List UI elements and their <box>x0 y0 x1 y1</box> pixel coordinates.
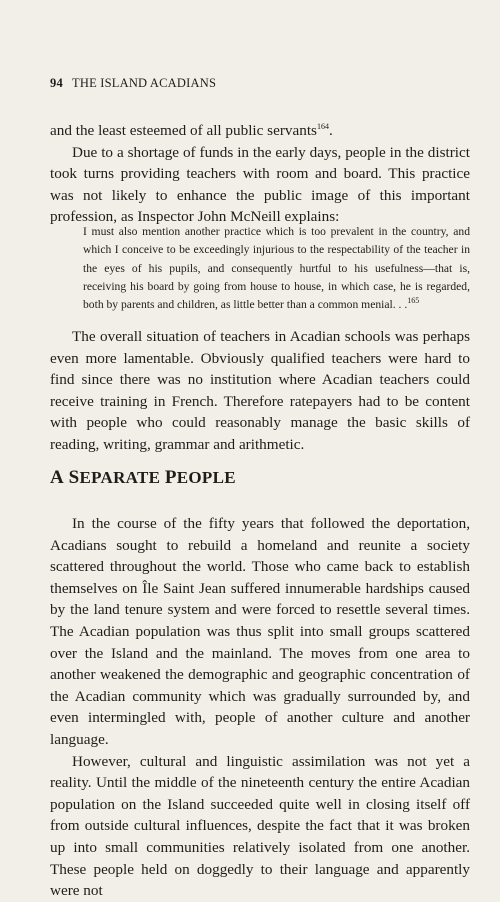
running-header <box>50 76 216 91</box>
paragraph: Due to a shortage of funds in the early days, people in the district took turns providing teachers with room and board. This practice was not likely to enhance the public image of this important profession, as Inspector John McNeill explains: <box>50 143 470 226</box>
footnote-ref: 165 <box>407 296 420 306</box>
text-block-bottom <box>50 513 470 902</box>
heading-word-people: PEOPLE <box>164 467 236 488</box>
heading-word-separate: SEPARATE <box>68 467 161 488</box>
paragraph: However, cultural and linguistic assimilation was not yet a reality. Until the middle of the nineteenth century the entire Acadian population on the Island succeeded quite well in closing itself off from outside cultural influences, despite the fact that it was broken up into small communities relatively isolated from one another. These people held on doggedly to their language and apparently were not <box>50 752 470 900</box>
paragraph-continuation: and the least esteemed of all public servants$^{164}$. <box>50 121 333 139</box>
page-number: 94 <box>50 76 63 90</box>
block-quote: I must also mention another practice which is too prevalent in the country, and which I conceive to be exceedingly injurious to the respectability of the teacher in the eyes of his pupils, and consequently hurtful to his usefulness—that is, receiving his board by going from house to house, in which case, he is regarded, both by parents and children, as little better than a common menial. . .$^{165}$ <box>83 225 470 312</box>
heading-word-a: A <box>50 467 65 488</box>
text-block-top <box>50 120 470 228</box>
paragraph: The overall situation of teachers in Acadian schools was perhaps even more lamentable. Obviously qualified teachers were hard to find since there was no institution where Acadian teachers could receive training in French. Therefore ratepayers had to be content with people who could reasonably manage the basic skills of reading, writing, grammar and arithmetic. <box>50 328 470 453</box>
running-title: THE ISLAND ACADIANS <box>72 76 217 90</box>
section-heading <box>50 467 236 489</box>
paragraph: In the course of the fifty years that followed the deportation, Acadians sought to rebuild a homeland and reunite a society scattered throughout the world. Those who came back to establish themselves on Île Saint Jean suffered innumerable hardships caused by the land tenure system and were forced to resettle several times. The Acadian population was thus split into small groups scattered over the Island and the mainland. The moves from one area to another weakened the demographic and geographic concentration of the Acadian community which was gradually surrounded by, and even intermingled with, people of another culture and another language. <box>50 515 470 748</box>
footnote-ref: 164 <box>316 121 329 131</box>
text-block-middle <box>50 326 470 456</box>
